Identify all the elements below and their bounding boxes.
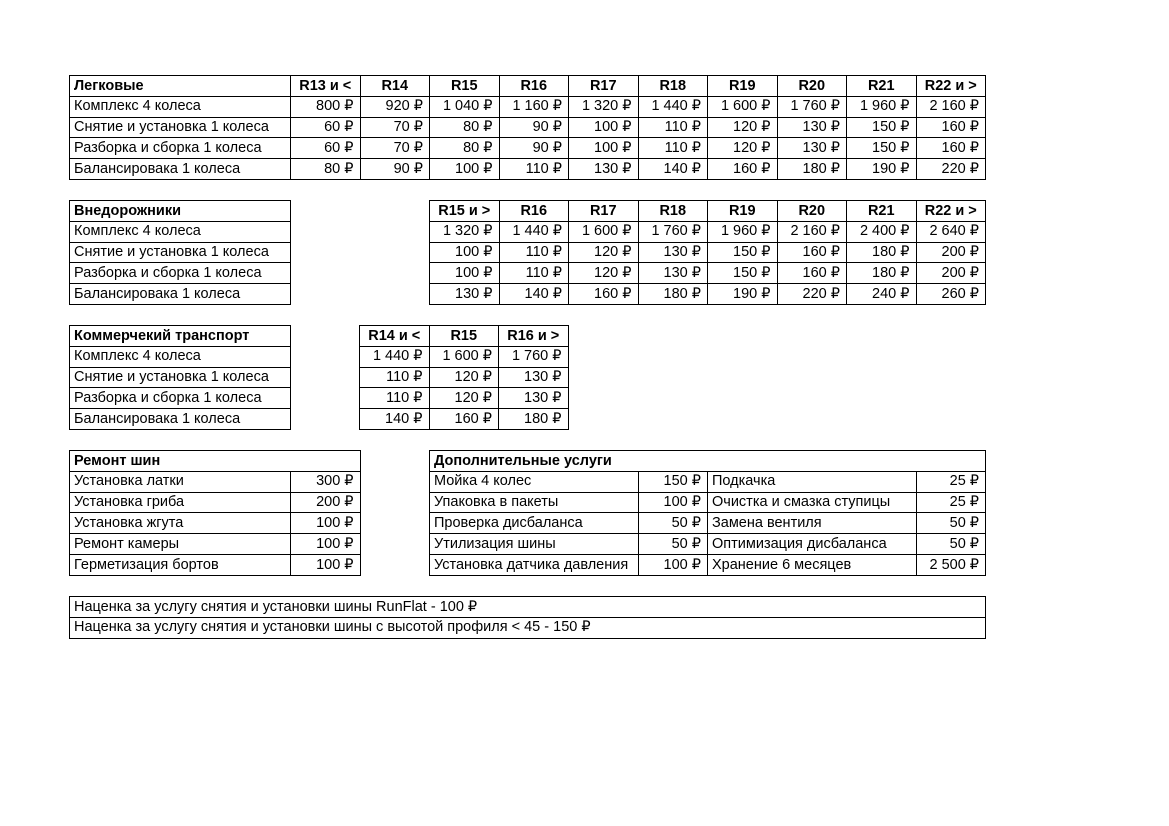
price-cell: 130 ₽ xyxy=(638,242,708,263)
table-row xyxy=(70,159,986,180)
price-cell: 180 ₽ xyxy=(638,284,708,305)
table-row xyxy=(70,554,361,575)
surcharge-note: Наценка за услугу снятия и установки шины RunFlat - 100 ₽ xyxy=(70,597,986,618)
price-cell: 160 ₽ xyxy=(777,242,847,263)
service-label: Балансировака 1 колеса xyxy=(70,409,291,430)
price-cell: 1 760 ₽ xyxy=(777,96,847,117)
price-cell: 25 ₽ xyxy=(916,492,986,513)
price-cell: 140 ₽ xyxy=(638,159,708,180)
service-label: Установка гриба xyxy=(70,492,291,513)
size-header: R22 и > xyxy=(916,201,986,222)
price-cell: 60 ₽ xyxy=(291,138,361,159)
price-cell: 50 ₽ xyxy=(638,513,708,534)
price-cell: 110 ₽ xyxy=(360,388,430,409)
price-cell: 25 ₽ xyxy=(916,471,986,492)
table-row xyxy=(430,471,986,492)
price-cell: 1 440 ₽ xyxy=(360,346,430,367)
table-row xyxy=(70,117,986,138)
table-row xyxy=(360,388,569,409)
price-cell: 2 160 ₽ xyxy=(916,96,986,117)
price-cell: 80 ₽ xyxy=(430,138,500,159)
table-row xyxy=(430,284,986,305)
price-cell: 70 ₽ xyxy=(360,117,430,138)
price-cell: 200 ₽ xyxy=(291,492,361,513)
price-cell: 920 ₽ xyxy=(360,96,430,117)
price-cell: 110 ₽ xyxy=(360,367,430,388)
surcharges-table xyxy=(69,596,986,639)
service-label: Подкачка xyxy=(708,471,917,492)
table-row xyxy=(430,492,986,513)
price-cell: 50 ₽ xyxy=(638,534,708,555)
service-label: Комплекс 4 колеса xyxy=(70,346,291,367)
section-title: Ремонт шин xyxy=(70,451,361,472)
surcharge-note: Наценка за услугу снятия и установки шины с высотой профиля < 45 - 150 ₽ xyxy=(70,617,986,638)
price-cell: 1 440 ₽ xyxy=(638,96,708,117)
price-cell: 60 ₽ xyxy=(291,117,361,138)
price-cell: 160 ₽ xyxy=(777,263,847,284)
price-cell: 1 600 ₽ xyxy=(569,221,639,242)
table-row xyxy=(430,221,986,242)
section-title: Легковые xyxy=(70,76,291,97)
price-cell: 1 320 ₽ xyxy=(569,96,639,117)
price-cell: 1 440 ₽ xyxy=(499,221,569,242)
price-cell: 90 ₽ xyxy=(499,117,569,138)
service-label: Балансировака 1 колеса xyxy=(70,284,291,305)
service-label: Комплекс 4 колеса xyxy=(70,221,291,242)
size-header: R14 xyxy=(360,76,430,97)
table-row xyxy=(430,554,986,575)
price-cell: 1 960 ₽ xyxy=(847,96,917,117)
table-header-row xyxy=(70,76,986,97)
price-cell: 110 ₽ xyxy=(638,117,708,138)
table-header-row xyxy=(430,451,986,472)
tire-repair-table xyxy=(69,450,361,576)
price-cell: 130 ₽ xyxy=(777,138,847,159)
size-header: R15 и > xyxy=(430,201,500,222)
price-cell: 1 600 ₽ xyxy=(429,346,499,367)
size-header: R15 xyxy=(429,326,499,347)
price-cell: 2 400 ₽ xyxy=(847,221,917,242)
service-label: Установка латки xyxy=(70,471,291,492)
price-cell: 120 ₽ xyxy=(569,242,639,263)
table-row xyxy=(70,138,986,159)
price-cell: 100 ₽ xyxy=(638,554,708,575)
price-cell: 120 ₽ xyxy=(429,367,499,388)
price-cell: 130 ₽ xyxy=(430,284,500,305)
passenger-price-table xyxy=(69,75,986,180)
size-header: R15 xyxy=(430,76,500,97)
price-cell: 160 ₽ xyxy=(429,409,499,430)
table-row xyxy=(70,617,986,638)
service-label: Проверка дисбаланса xyxy=(430,513,639,534)
suv-price-table xyxy=(429,200,986,305)
price-cell: 50 ₽ xyxy=(916,534,986,555)
size-header: R20 xyxy=(777,201,847,222)
size-header: R14 и < xyxy=(360,326,430,347)
price-cell: 1 040 ₽ xyxy=(430,96,500,117)
price-cell: 220 ₽ xyxy=(777,284,847,305)
service-label: Хранение 6 месяцев xyxy=(708,554,917,575)
size-header: R21 xyxy=(847,76,917,97)
suv-services-table xyxy=(69,200,291,305)
table-header-row xyxy=(70,451,361,472)
price-cell: 240 ₽ xyxy=(847,284,917,305)
price-cell: 1 320 ₽ xyxy=(430,221,500,242)
service-label: Разборка и сборка 1 колеса xyxy=(70,138,291,159)
price-cell: 100 ₽ xyxy=(569,117,639,138)
section-title: Дополнительные услуги xyxy=(430,451,986,472)
table-row xyxy=(360,367,569,388)
price-cell: 110 ₽ xyxy=(499,263,569,284)
price-cell: 100 ₽ xyxy=(638,492,708,513)
service-label: Утилизация шины xyxy=(430,534,639,555)
price-cell: 90 ₽ xyxy=(499,138,569,159)
price-cell: 200 ₽ xyxy=(916,242,986,263)
table-header-row xyxy=(430,201,986,222)
price-cell: 160 ₽ xyxy=(569,284,639,305)
price-cell: 130 ₽ xyxy=(499,388,569,409)
price-cell: 180 ₽ xyxy=(847,242,917,263)
extra-services-table xyxy=(429,450,986,576)
price-cell: 180 ₽ xyxy=(499,409,569,430)
size-header: R16 xyxy=(499,201,569,222)
price-cell: 180 ₽ xyxy=(847,263,917,284)
size-header: R16 и > xyxy=(499,326,569,347)
service-label: Оптимизация дисбаланса xyxy=(708,534,917,555)
size-header: R18 xyxy=(638,76,708,97)
service-label: Комплекс 4 колеса xyxy=(70,96,291,117)
price-cell: 100 ₽ xyxy=(291,534,361,555)
price-cell: 120 ₽ xyxy=(569,263,639,284)
price-cell: 110 ₽ xyxy=(638,138,708,159)
size-header: R19 xyxy=(708,76,778,97)
commercial-price-table xyxy=(359,325,569,430)
price-cell: 120 ₽ xyxy=(429,388,499,409)
price-cell: 2 500 ₽ xyxy=(916,554,986,575)
price-cell: 150 ₽ xyxy=(708,242,778,263)
size-header: R13 и < xyxy=(291,76,361,97)
size-header: R22 и > xyxy=(916,76,986,97)
commercial-services-table xyxy=(69,325,291,430)
price-cell: 120 ₽ xyxy=(708,138,778,159)
price-cell: 140 ₽ xyxy=(360,409,430,430)
table-row xyxy=(430,534,986,555)
table-row xyxy=(70,492,361,513)
table-row xyxy=(360,346,569,367)
table-row xyxy=(70,96,986,117)
table-row xyxy=(430,242,986,263)
service-label: Очистка и смазка ступицы xyxy=(708,492,917,513)
price-cell: 160 ₽ xyxy=(916,138,986,159)
service-label: Герметизация бортов xyxy=(70,554,291,575)
price-cell: 110 ₽ xyxy=(499,159,569,180)
size-header: R17 xyxy=(569,76,639,97)
service-label: Замена вентиля xyxy=(708,513,917,534)
price-cell: 100 ₽ xyxy=(430,159,500,180)
service-label: Снятие и установка 1 колеса xyxy=(70,117,291,138)
service-label: Разборка и сборка 1 колеса xyxy=(70,263,291,284)
price-cell: 800 ₽ xyxy=(291,96,361,117)
price-cell: 2 640 ₽ xyxy=(916,221,986,242)
price-cell: 1 960 ₽ xyxy=(708,221,778,242)
price-cell: 130 ₽ xyxy=(638,263,708,284)
price-cell: 100 ₽ xyxy=(291,554,361,575)
price-cell: 160 ₽ xyxy=(916,117,986,138)
price-cell: 100 ₽ xyxy=(430,263,500,284)
price-cell: 150 ₽ xyxy=(638,471,708,492)
table-row xyxy=(70,534,361,555)
price-cell: 1 760 ₽ xyxy=(499,346,569,367)
price-cell: 150 ₽ xyxy=(847,138,917,159)
price-cell: 160 ₽ xyxy=(708,159,778,180)
table-row xyxy=(430,513,986,534)
table-row xyxy=(70,471,361,492)
size-header: R20 xyxy=(777,76,847,97)
section-title: Внедорожники xyxy=(70,201,291,222)
price-cell: 150 ₽ xyxy=(708,263,778,284)
table-row xyxy=(430,263,986,284)
service-label: Упаковка в пакеты xyxy=(430,492,639,513)
price-cell: 1 600 ₽ xyxy=(708,96,778,117)
price-cell: 130 ₽ xyxy=(777,117,847,138)
table-row xyxy=(70,597,986,618)
price-cell: 100 ₽ xyxy=(430,242,500,263)
size-header: R19 xyxy=(708,201,778,222)
price-cell: 150 ₽ xyxy=(847,117,917,138)
price-cell: 120 ₽ xyxy=(708,117,778,138)
service-label: Установка жгута xyxy=(70,513,291,534)
price-cell: 2 160 ₽ xyxy=(777,221,847,242)
size-header: R16 xyxy=(499,76,569,97)
service-label: Снятие и установка 1 колеса xyxy=(70,367,291,388)
price-cell: 50 ₽ xyxy=(916,513,986,534)
size-header: R21 xyxy=(847,201,917,222)
price-cell: 300 ₽ xyxy=(291,471,361,492)
price-cell: 110 ₽ xyxy=(499,242,569,263)
price-cell: 220 ₽ xyxy=(916,159,986,180)
price-cell: 100 ₽ xyxy=(569,138,639,159)
price-cell: 130 ₽ xyxy=(569,159,639,180)
price-cell: 80 ₽ xyxy=(430,117,500,138)
service-label: Мойка 4 колес xyxy=(430,471,639,492)
size-header: R18 xyxy=(638,201,708,222)
service-label: Разборка и сборка 1 колеса xyxy=(70,388,291,409)
price-cell: 100 ₽ xyxy=(291,513,361,534)
price-cell: 1 760 ₽ xyxy=(638,221,708,242)
service-label: Установка датчика давления xyxy=(430,554,639,575)
price-cell: 70 ₽ xyxy=(360,138,430,159)
service-label: Балансировака 1 колеса xyxy=(70,159,291,180)
service-label: Ремонт камеры xyxy=(70,534,291,555)
service-label: Снятие и установка 1 колеса xyxy=(70,242,291,263)
price-cell: 190 ₽ xyxy=(847,159,917,180)
section-title: Коммерчекий транспорт xyxy=(70,326,291,347)
price-cell: 80 ₽ xyxy=(291,159,361,180)
price-cell: 190 ₽ xyxy=(708,284,778,305)
table-header-row xyxy=(360,326,569,347)
price-cell: 130 ₽ xyxy=(499,367,569,388)
price-cell: 1 160 ₽ xyxy=(499,96,569,117)
table-row xyxy=(70,513,361,534)
price-cell: 200 ₽ xyxy=(916,263,986,284)
size-header: R17 xyxy=(569,201,639,222)
price-cell: 260 ₽ xyxy=(916,284,986,305)
table-row xyxy=(360,409,569,430)
price-cell: 180 ₽ xyxy=(777,159,847,180)
price-cell: 90 ₽ xyxy=(360,159,430,180)
price-cell: 140 ₽ xyxy=(499,284,569,305)
